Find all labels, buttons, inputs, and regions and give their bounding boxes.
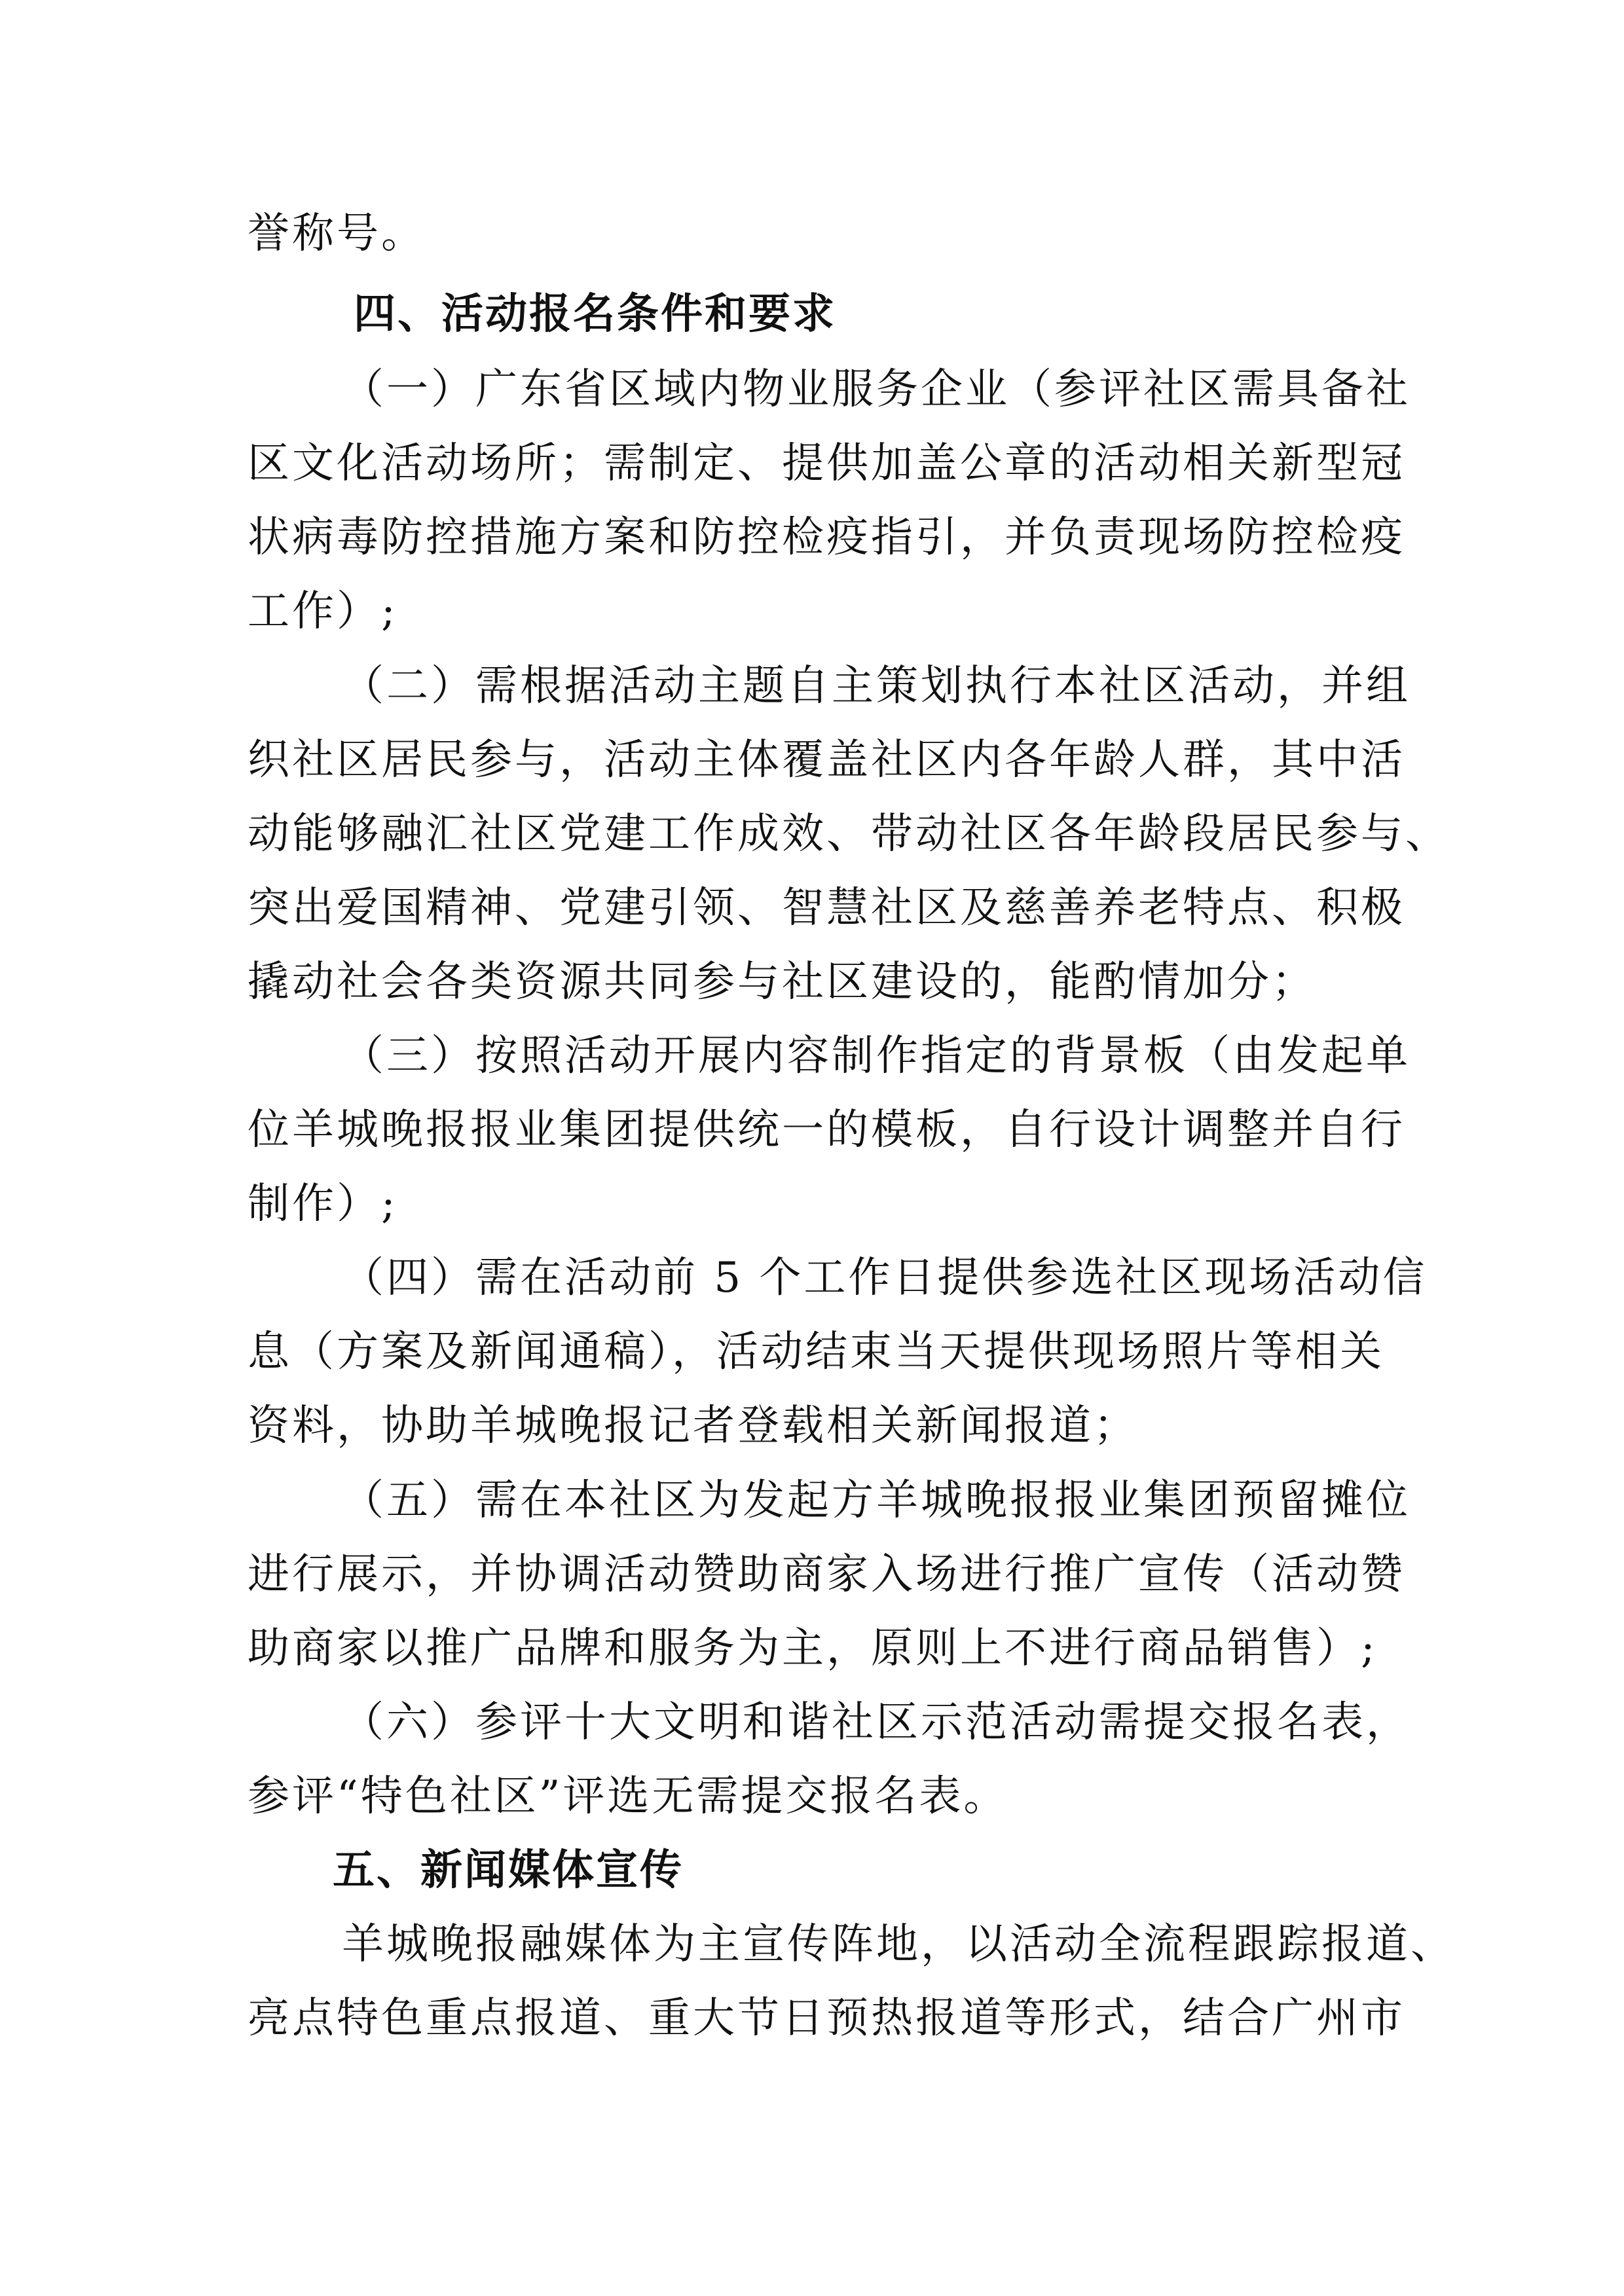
paragraph-7-line: 亮点特色重点报道、重大节日预热报道等形式，结合广州市 [248, 1994, 1405, 2043]
paragraph-3-line: 制作）; [248, 1180, 398, 1228]
paragraph-7-line: 羊城晚报融媒体为主宣传阵地，以活动全流程跟踪报道、 [342, 1920, 1455, 1969]
paragraph-1-line: 状病毒防控措施方案和防控检疫指引，并负责现场防控检疫 [248, 513, 1405, 562]
text-line: 誉称号。 [248, 210, 426, 258]
section-heading-5: 五、新闻媒体宣传 [333, 1846, 684, 1895]
paragraph-6-line: 参评“特色社区”评选无需提交报名表。 [248, 1772, 1008, 1821]
paragraph-1-line: （一）广东省区域内物业服务企业（参评社区需具备社 [342, 365, 1411, 414]
section-heading-4: 四、活动报名条件和要求 [354, 290, 836, 338]
paragraph-2-line: 织社区居民参与，活动主体覆盖社区内各年龄人群，其中活 [248, 736, 1405, 784]
paragraph-6-line: （六）参评十大文明和谐社区示范活动需提交报名表， [342, 1698, 1411, 1747]
paragraph-2-line: （二）需根据活动主题自主策划执行本社区活动，并组 [342, 662, 1411, 710]
paragraph-3-line: 位羊城晚报报业集团提供统一的模板，自行设计调整并自行 [248, 1106, 1405, 1154]
paragraph-2-line: 动能够融汇社区党建工作成效、带动社区各年龄段居民参与、 [248, 810, 1450, 858]
paragraph-4-line: 息（方案及新闻通稿），活动结束当天提供现场照片等相关 [248, 1328, 1384, 1376]
paragraph-2-line: 撬动社会各类资源共同参与社区建设的，能酌情加分； [248, 958, 1316, 1006]
paragraph-5-line: 进行展示，并协调活动赞助商家入场进行推广宣传（活动赞 [248, 1550, 1405, 1599]
paragraph-2-line: 突出爱国精神、党建引领、智慧社区及慈善养老特点、积极 [248, 884, 1405, 932]
paragraph-1-line: 区文化活动场所；需制定、提供加盖公章的活动相关新型冠 [248, 439, 1405, 488]
paragraph-5-line: （五）需在本社区为发起方羊城晚报报业集团预留摊位 [342, 1476, 1411, 1525]
paragraph-5-line: 助商家以推广品牌和服务为主，原则上不进行商品销售）; [248, 1624, 1378, 1673]
paragraph-1-line: 工作）; [248, 587, 398, 636]
paragraph-3-line: （三）按照活动开展内容制作指定的背景板（由发起单 [342, 1032, 1411, 1080]
paragraph-4-line: （四）需在活动前 5 个工作日提供参选社区现场活动信 [342, 1254, 1428, 1302]
paragraph-4-line: 资料，协助羊城晚报记者登载相关新闻报道； [248, 1402, 1138, 1450]
